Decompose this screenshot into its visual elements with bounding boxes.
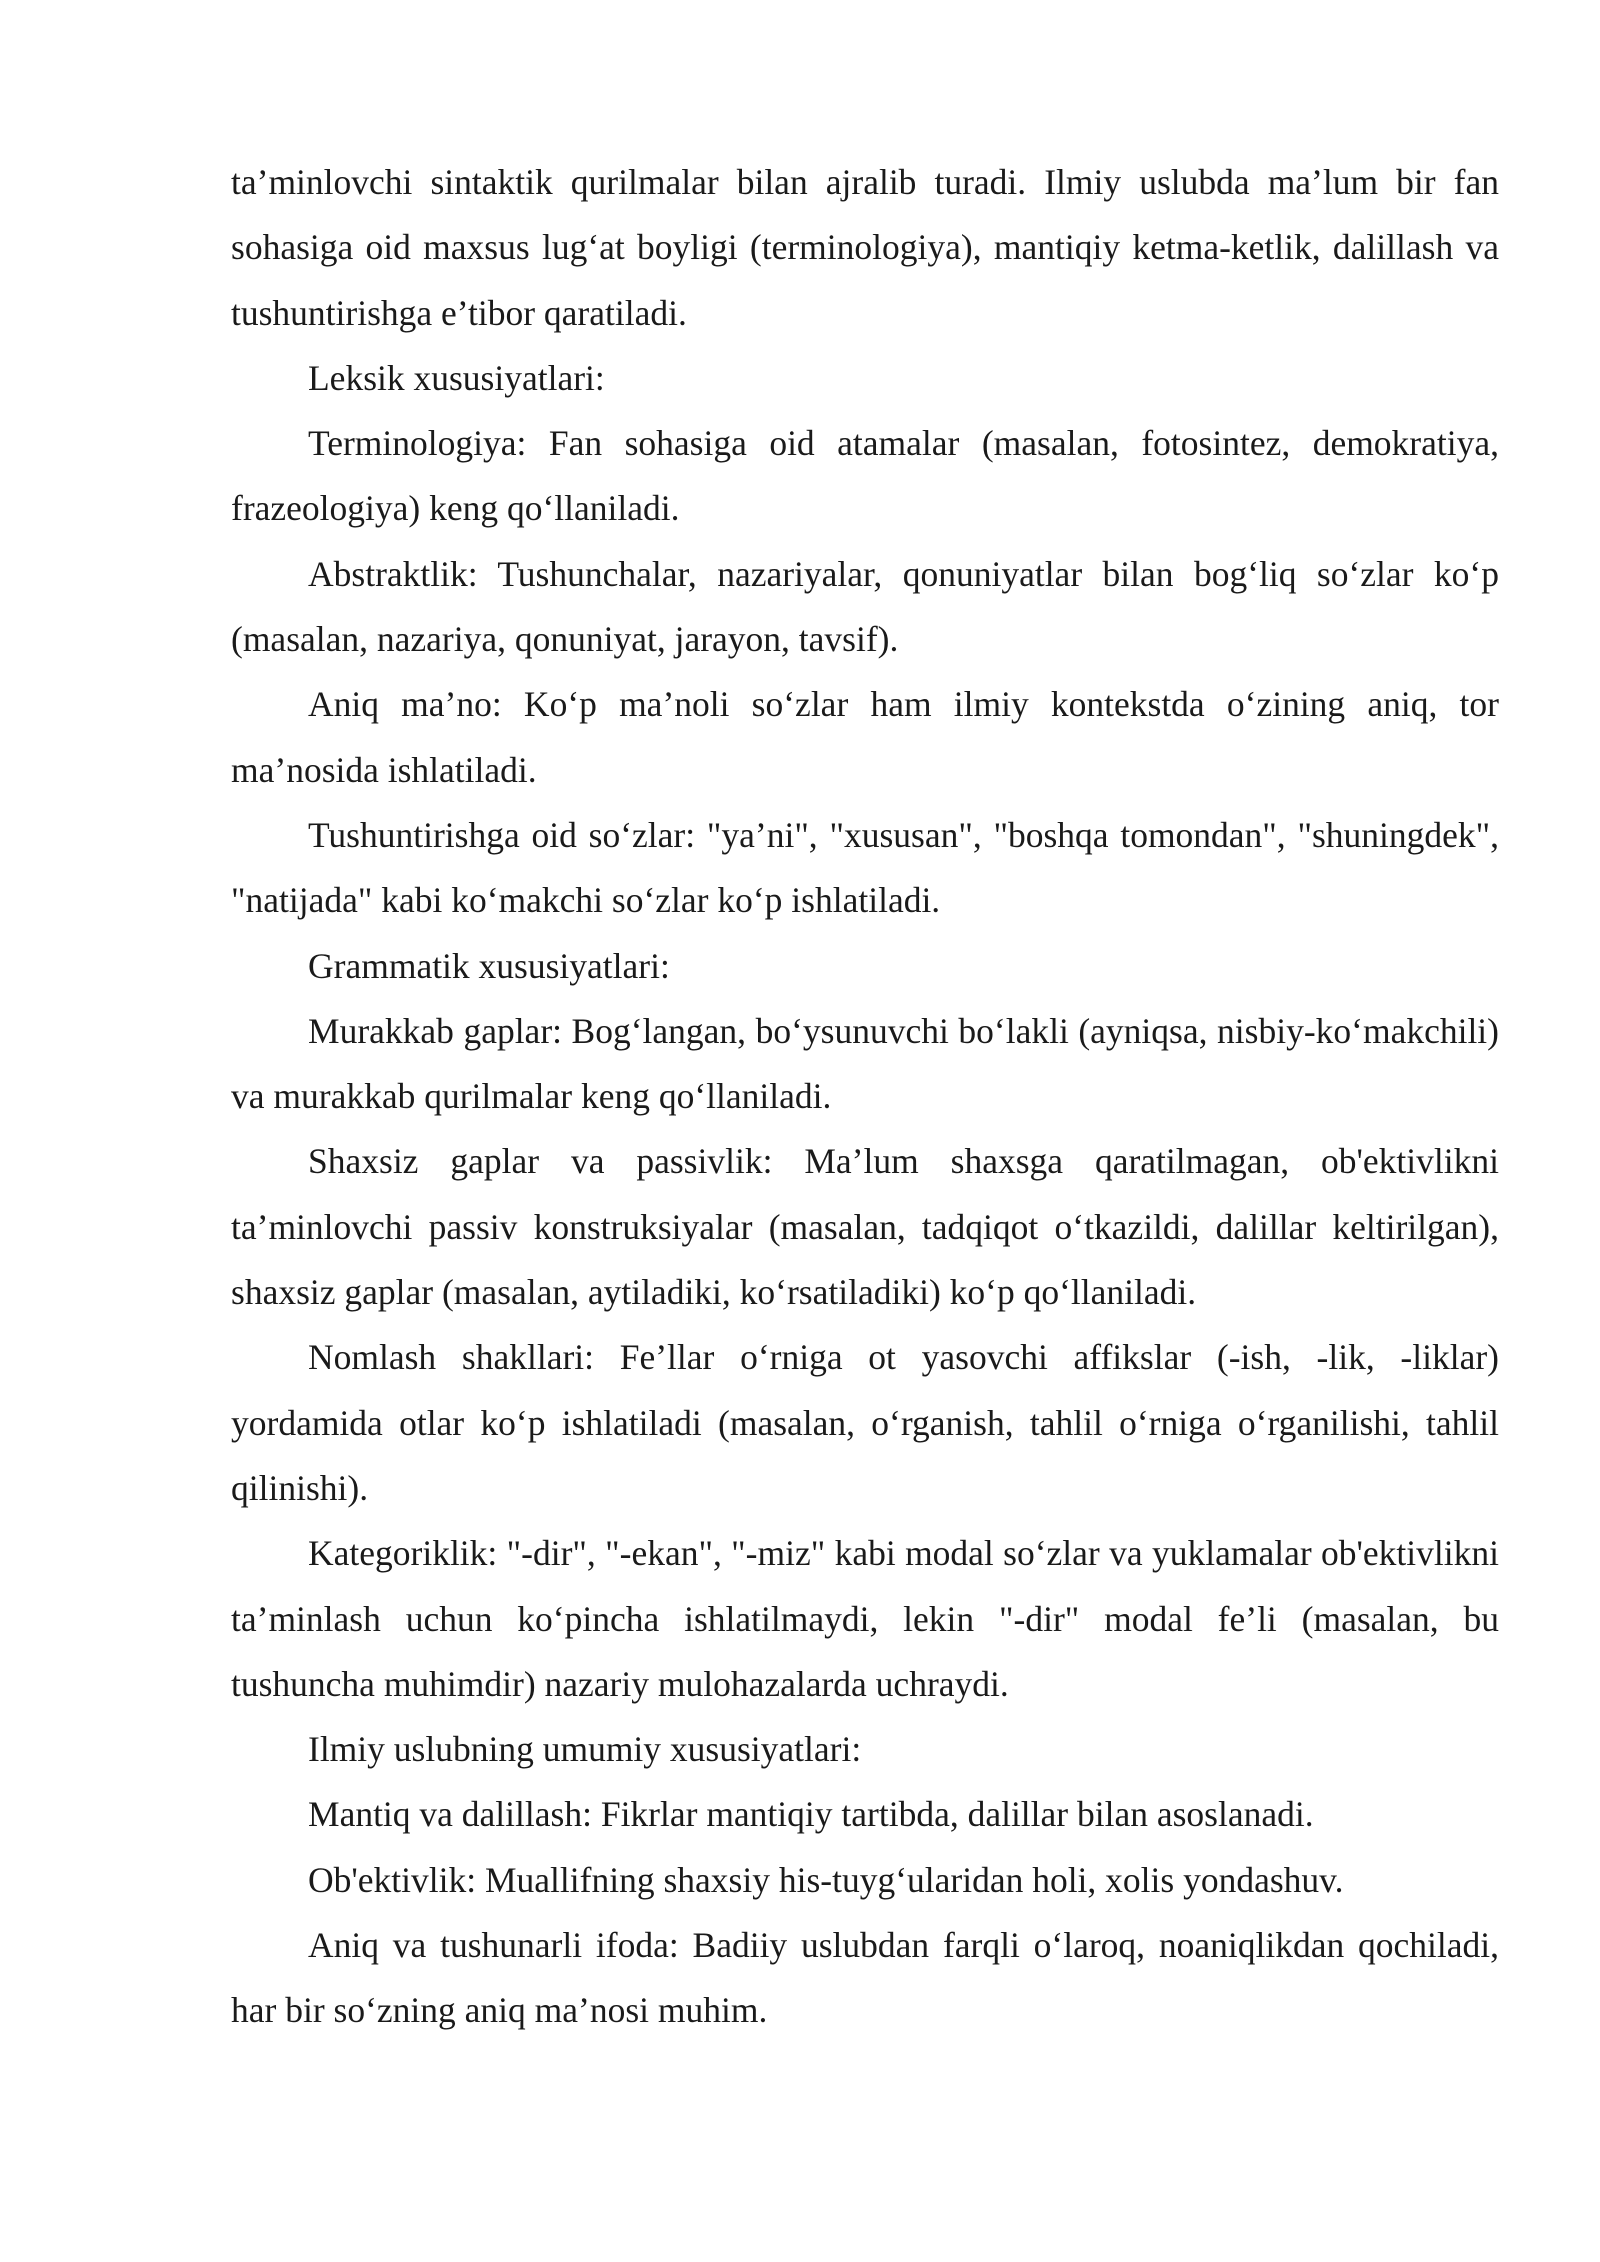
paragraph-general-heading: Ilmiy uslubning umumiy xususiyatlari: (308, 1729, 862, 1770)
paragraph-grammatical-heading: Grammatik xususiyatlari: (308, 945, 670, 986)
paragraph-continuation: ta’minlovchi sintaktik qurilmalar bilan ajralib turadi. Ilmiy uslubda ma’lum bir fan sohasiga oid maxsus lug‘at boyligi (terminologiya), mantiqiy ketma-ketlik, dalillash va tushuntirishga e’tibor qaratiladi. (231, 162, 1499, 333)
paragraph-precise-meaning: Aniq ma’no: Ko‘p ma’noli so‘zlar ham ilmiy kontekstda o‘zining aniq, tor ma’nosida ishlatiladi. (231, 684, 1499, 790)
paragraph-nominal-forms: Nomlash shakllari: Fe’llar o‘rniga ot yasovchi affikslar (-ish, -lik, -liklar) yordamida otlar ko‘p ishlatiladi (masalan, o‘rganish, tahlil o‘rniga o‘rganilishi, tahlil qilinishi). (231, 1337, 1499, 1508)
paragraph-abstractness: Abstraktlik: Tushunchalar, nazariyalar, qonuniyatlar bilan bog‘liq so‘zlar ko‘p (masalan, nazariya, qonuniyat, jarayon, tavsif). (231, 553, 1499, 660)
paragraph-explanatory-words: Tushuntirishga oid so‘zlar: "ya’ni", "xususan", "boshqa tomondan", "shuningdek", "natijada" kabi ko‘makchi so‘zlar ko‘p ishlatiladi. (231, 814, 1499, 921)
paragraph-objectivity: Ob'ektivlik: Muallifning shaxsiy his-tuyg‘ularidan holi, xolis yondashuv. (308, 1859, 1344, 1900)
paragraph-lexical-heading: Leksik xususiyatlari: (308, 357, 605, 398)
paragraph-complex-sentences: Murakkab gaplar: Bog‘langan, bo‘ysunuvchi bo‘lakli (ayniqsa, nisbiy-ko‘makchili) va murakkab qurilmalar keng qo‘llaniladi. (231, 1010, 1499, 1117)
paragraph-categoricity: Kategoriklik: "-dir", "-ekan", "-miz" kabi modal so‘zlar va yuklamalar ob'ektivlikni ta’minlash uchun ko‘pincha ishlatilmaydi, lekin "-dir" modal fe’li (masalan, bu tushuncha muhimdir) nazariy mulohazalarda uchraydi. (231, 1533, 1499, 1704)
paragraph-clarity: Aniq va tushunarli ifoda: Badiiy uslubdan farqli o‘laroq, noaniqlikdan qochiladi, har bir so‘zning aniq ma’nosi muhim. (231, 1925, 1499, 2031)
document-body (231, 150, 1499, 2044)
paragraph-logic-argumentation: Mantiq va dalillash: Fikrlar mantiqiy tartibda, dalillar bilan asoslanadi. (308, 1794, 1314, 1835)
paragraph-impersonal-passive: Shaxsiz gaplar va passivlik: Ma’lum shaxsga qaratilmagan, ob'ektivlikni ta’minlovchi passiv konstruksiyalar (masalan, tadqiqot o‘tkazildi, dalillar keltirilgan), shaxsiz gaplar (masalan, aytiladiki, ko‘rsatiladiki) ko‘p qo‘llaniladi. (231, 1141, 1499, 1313)
paragraph-terminology: Terminologiya: Fan sohasiga oid atamalar (masalan, fotosintez, demokratiya, frazeologiya) keng qo‘llaniladi. (231, 423, 1499, 529)
